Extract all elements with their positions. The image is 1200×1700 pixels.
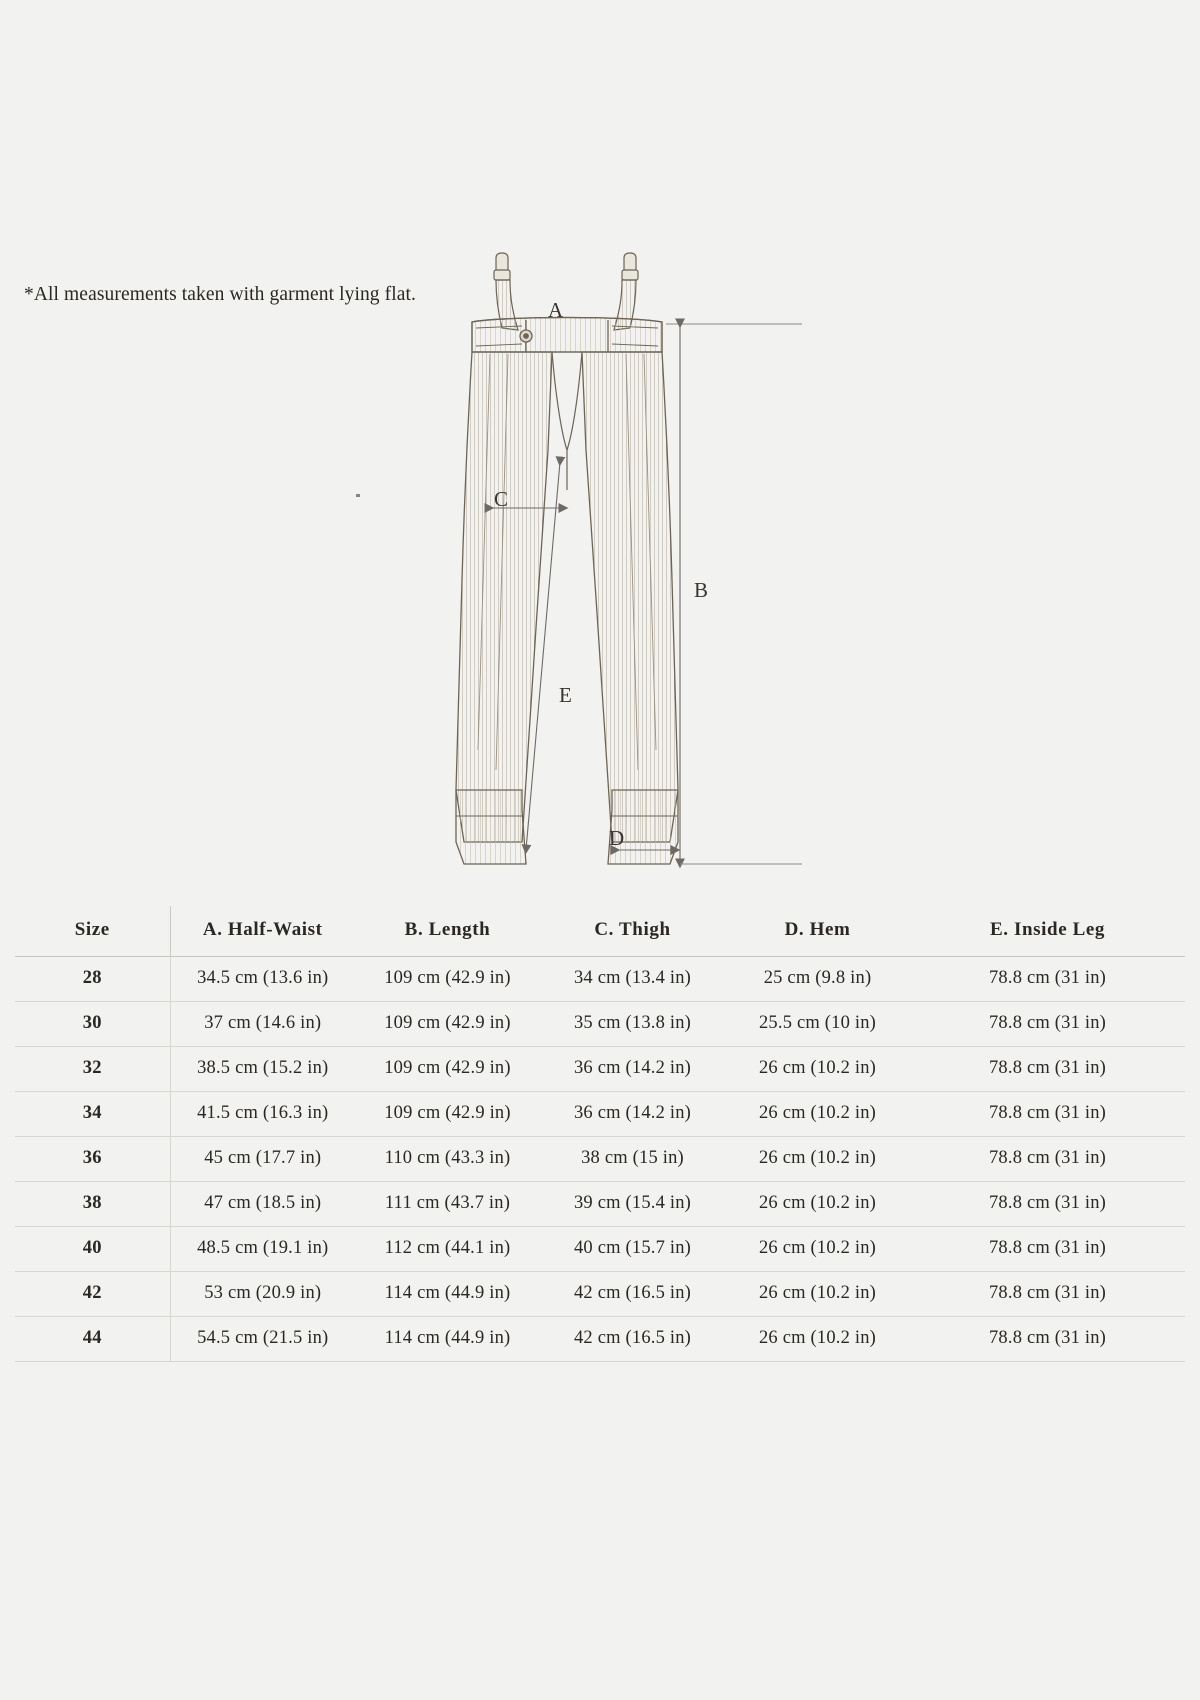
- cell-thigh: 42 cm (16.5 in): [540, 1317, 725, 1362]
- column-header-thigh: C. Thigh: [540, 906, 725, 957]
- dimension-label-e: E: [559, 683, 572, 707]
- cell-length: 114 cm (44.9 in): [355, 1272, 540, 1317]
- cell-hem: 26 cm (10.2 in): [725, 1137, 910, 1182]
- table-header: [15, 906, 1185, 957]
- dimension-label-d: D: [609, 826, 625, 850]
- cell-half-waist: 41.5 cm (16.3 in): [170, 1092, 355, 1137]
- cell-half-waist: 54.5 cm (21.5 in): [170, 1317, 355, 1362]
- column-header-half-waist: A. Half-Waist: [170, 906, 355, 957]
- cell-half-waist: 45 cm (17.7 in): [170, 1137, 355, 1182]
- cell-hem: 25.5 cm (10 in): [725, 1002, 910, 1047]
- table-row: [15, 1227, 1185, 1272]
- cell-half-waist: 37 cm (14.6 in): [170, 1002, 355, 1047]
- trousers-illustration: [430, 250, 850, 900]
- cell-size: 34: [15, 1092, 170, 1137]
- dimension-label-a: A: [548, 298, 564, 322]
- cell-size: 30: [15, 1002, 170, 1047]
- column-header-length: B. Length: [355, 906, 540, 957]
- cell-length: 112 cm (44.1 in): [355, 1227, 540, 1272]
- cell-thigh: 40 cm (15.7 in): [540, 1227, 725, 1272]
- table-row: [15, 1317, 1185, 1362]
- cell-length: 109 cm (42.9 in): [355, 1092, 540, 1137]
- cell-thigh: 35 cm (13.8 in): [540, 1002, 725, 1047]
- cell-half-waist: 48.5 cm (19.1 in): [170, 1227, 355, 1272]
- page-speck: [356, 494, 360, 497]
- cell-size: 42: [15, 1272, 170, 1317]
- cell-hem: 26 cm (10.2 in): [725, 1092, 910, 1137]
- cell-half-waist: 47 cm (18.5 in): [170, 1182, 355, 1227]
- cell-size: 38: [15, 1182, 170, 1227]
- table-row: [15, 1092, 1185, 1137]
- dimension-label-b: B: [694, 578, 709, 602]
- cell-size: 32: [15, 1047, 170, 1092]
- column-header-hem: D. Hem: [725, 906, 910, 957]
- table-row: [15, 1002, 1185, 1047]
- table-body: [15, 957, 1185, 1362]
- cell-inside-leg: 78.8 cm (31 in): [910, 1227, 1185, 1272]
- cell-length: 109 cm (42.9 in): [355, 1002, 540, 1047]
- cell-size: 44: [15, 1317, 170, 1362]
- cell-thigh: 38 cm (15 in): [540, 1137, 725, 1182]
- measurement-note: *All measurements taken with garment lying flat.: [24, 284, 416, 305]
- cell-thigh: 39 cm (15.4 in): [540, 1182, 725, 1227]
- cell-length: 111 cm (43.7 in): [355, 1182, 540, 1227]
- cell-half-waist: 38.5 cm (15.2 in): [170, 1047, 355, 1092]
- cell-inside-leg: 78.8 cm (31 in): [910, 1317, 1185, 1362]
- dimension-label-c: C: [494, 487, 509, 511]
- column-header-inside-leg: E. Inside Leg: [910, 906, 1185, 957]
- cell-inside-leg: 78.8 cm (31 in): [910, 1137, 1185, 1182]
- cell-length: 109 cm (42.9 in): [355, 1047, 540, 1092]
- cell-thigh: 34 cm (13.4 in): [540, 957, 725, 1002]
- cell-inside-leg: 78.8 cm (31 in): [910, 1047, 1185, 1092]
- cell-size: 40: [15, 1227, 170, 1272]
- cell-hem: 25 cm (9.8 in): [725, 957, 910, 1002]
- cell-inside-leg: 78.8 cm (31 in): [910, 1092, 1185, 1137]
- cell-length: 114 cm (44.9 in): [355, 1317, 540, 1362]
- cell-length: 110 cm (43.3 in): [355, 1137, 540, 1182]
- table-row: [15, 1047, 1185, 1092]
- cell-inside-leg: 78.8 cm (31 in): [910, 1272, 1185, 1317]
- table-header-row: [15, 906, 1185, 957]
- cell-inside-leg: 78.8 cm (31 in): [910, 1002, 1185, 1047]
- cell-hem: 26 cm (10.2 in): [725, 1317, 910, 1362]
- size-table: [15, 906, 1185, 1362]
- table-row: [15, 1272, 1185, 1317]
- cell-hem: 26 cm (10.2 in): [725, 1047, 910, 1092]
- cell-inside-leg: 78.8 cm (31 in): [910, 957, 1185, 1002]
- column-header-size: Size: [15, 906, 170, 957]
- cell-size: 36: [15, 1137, 170, 1182]
- table-row: [15, 1137, 1185, 1182]
- size-chart: [15, 906, 1185, 1362]
- cell-thigh: 36 cm (14.2 in): [540, 1047, 725, 1092]
- cell-half-waist: 34.5 cm (13.6 in): [170, 957, 355, 1002]
- cell-length: 109 cm (42.9 in): [355, 957, 540, 1002]
- cell-thigh: 36 cm (14.2 in): [540, 1092, 725, 1137]
- table-row: [15, 1182, 1185, 1227]
- cell-size: 28: [15, 957, 170, 1002]
- cell-hem: 26 cm (10.2 in): [725, 1227, 910, 1272]
- cell-hem: 26 cm (10.2 in): [725, 1182, 910, 1227]
- cell-inside-leg: 78.8 cm (31 in): [910, 1182, 1185, 1227]
- cell-thigh: 42 cm (16.5 in): [540, 1272, 725, 1317]
- cell-hem: 26 cm (10.2 in): [725, 1272, 910, 1317]
- cell-half-waist: 53 cm (20.9 in): [170, 1272, 355, 1317]
- table-row: [15, 957, 1185, 1002]
